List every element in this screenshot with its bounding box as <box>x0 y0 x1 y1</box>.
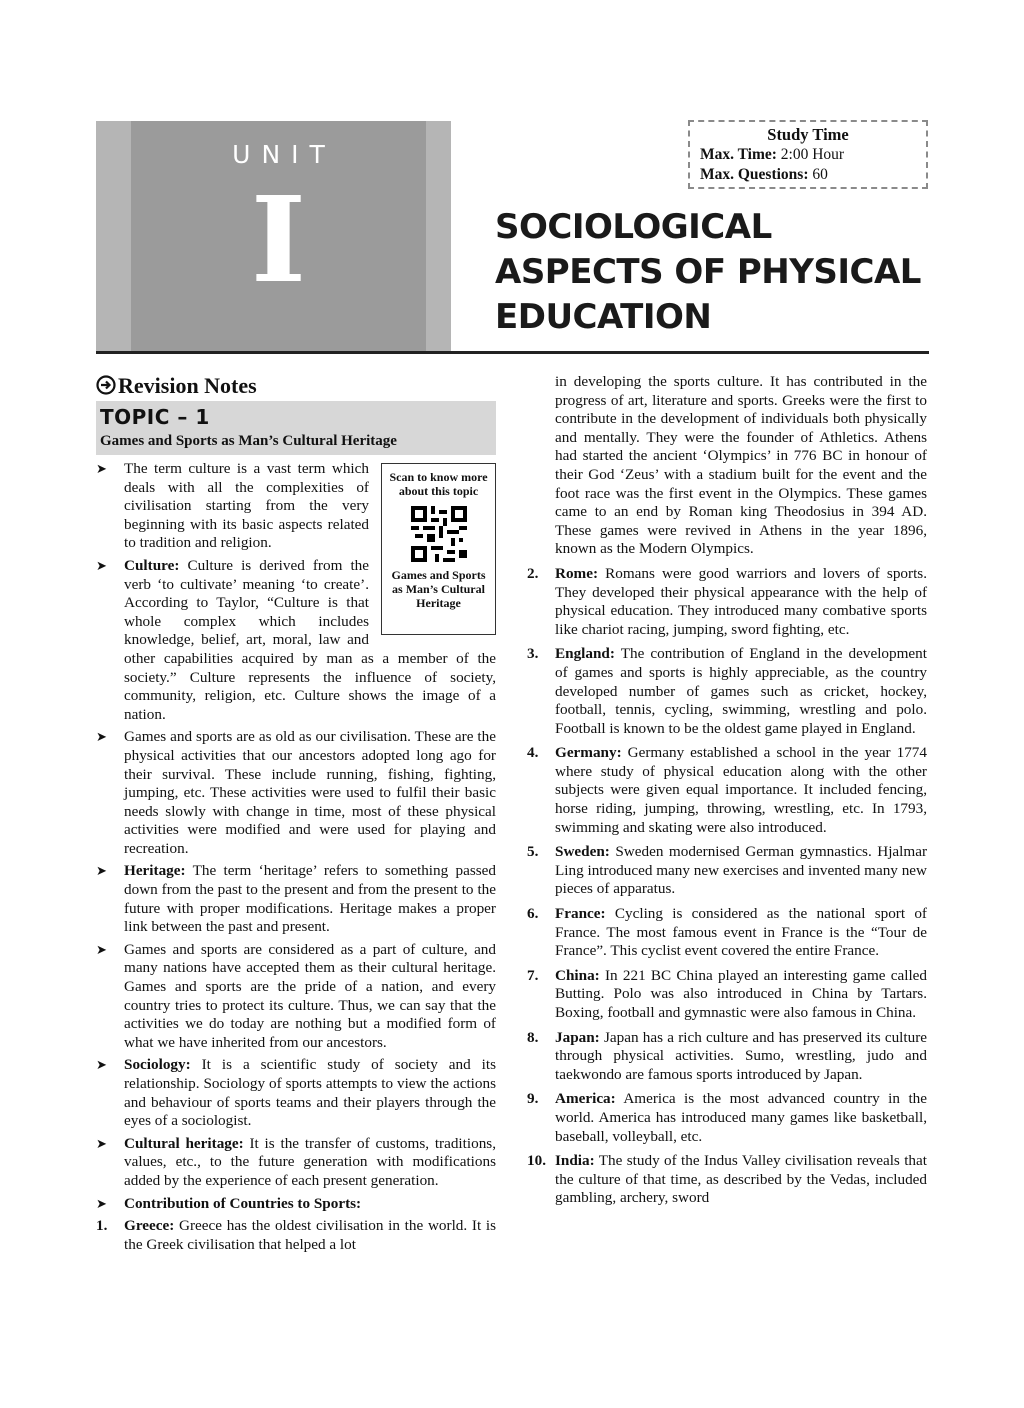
item-term: France: <box>555 905 606 923</box>
item-text: Greece has the oldest civilisation in the world. It is the Greek civilisation that helped a lot <box>124 1217 497 1253</box>
study-time-heading: Study Time <box>767 125 849 144</box>
unit-number: I <box>250 170 307 309</box>
bullet-text: The term culture is a vast term which deals with all the complexities of civilisation starting from the very beginning with its basic aspects related to tradition and religion. <box>124 460 369 552</box>
numbered-item <box>527 645 927 738</box>
item-term: Greece: <box>124 1217 175 1235</box>
item-term: Sweden: <box>555 843 610 861</box>
bullet-arrow-icon: ➤ <box>96 941 107 957</box>
unit-title-line: EDUCATION <box>495 297 712 337</box>
bullet-term: Cultural heritage: <box>124 1134 244 1152</box>
bullet-term: Sociology: <box>124 1056 191 1074</box>
bullet-item <box>96 862 496 936</box>
numbered-item <box>527 967 927 1023</box>
numbered-item <box>527 744 927 837</box>
item-number: 9. <box>527 1090 539 1108</box>
item-term: Rome: <box>555 564 599 582</box>
bullet-item <box>96 1056 496 1130</box>
bullet-item <box>96 1195 496 1214</box>
qr-scan-text: Scan to know more about this topic <box>389 470 488 498</box>
topic-box <box>96 401 496 455</box>
unit-title-line: ASPECTS OF PHYSICAL <box>495 252 921 292</box>
unit-title-line: SOCIOLOGICAL <box>495 207 772 247</box>
bullet-item <box>96 941 496 1053</box>
item-term: China: <box>555 966 600 984</box>
numbered-item <box>96 1217 496 1254</box>
item-text: Cycling is considered as the national sport of France. The most famous event in France is the “Tour de France”. This cyclist event covered the entire France. <box>555 905 927 960</box>
bullet-text: The term ‘heritage’ refers to something passed down from the past to the present and from the present to the future with proper modifications. Heritage makes a proper link between the past and present. <box>124 862 496 936</box>
revision-notes-heading <box>96 373 496 399</box>
bullet-arrow-icon: ➤ <box>96 863 107 879</box>
topic-subtitle: Games and Sports as Man’s Cultural Heritage <box>100 433 397 449</box>
bullet-term: Culture: <box>124 556 180 574</box>
bullet-arrow-icon: ➤ <box>96 557 107 573</box>
numbered-item <box>527 905 927 961</box>
item-text: Romans were good warriors and lovers of sports. They developed their physical appearance with the help of physical education. They introduced many combative sports like chariot racing, jumping, sword fighting, etc. <box>555 564 927 638</box>
item-number: 4. <box>527 744 539 762</box>
max-questions-row <box>700 165 916 185</box>
qr-code-icon[interactable] <box>411 506 467 562</box>
bullet-item <box>96 460 496 610</box>
study-time-box <box>688 120 928 189</box>
item-number: 2. <box>527 564 539 582</box>
max-questions-value: 60 <box>812 166 828 183</box>
item-number: 3. <box>527 645 539 663</box>
bullet-text: Culture is derived from the verb ‘to cultivate’ meaning ‘to create’. According to Taylor, “Culture is that whole complex which includes knowledge, belief, art, moral, law and other capabilities acquired by man as a member of the society.” Culture represents the influence of society, community, religion, etc. Culture shows the image of a nation. <box>124 556 496 723</box>
max-time-value: 2:00 Hour <box>780 146 845 163</box>
item-number: 10. <box>527 1152 546 1170</box>
item-number: 1. <box>96 1217 108 1235</box>
bullet-item <box>96 1135 496 1191</box>
bullet-text: It is the transfer of customs, traditions, values, etc., to the future generation with modifications added by the experience of each present generation. <box>124 1134 496 1189</box>
qr-caption: Games and Sports as Man’s Cultural Heritage <box>391 568 486 610</box>
bullet-item <box>96 557 496 724</box>
left-column <box>96 373 496 1260</box>
item-number: 6. <box>527 905 539 923</box>
bullet-item <box>96 728 496 858</box>
bullet-arrow-icon: ➤ <box>96 1135 107 1151</box>
right-column <box>527 373 927 1214</box>
numbered-item-continuation <box>527 373 927 559</box>
item-text: The contribution of England in the development of games and sports is highly appreciable, as the country developed number of games such as cricket, hockey, football, tennis, cycling, swimming, wrestling and polo. Football is known to be the oldest game played in England. <box>555 645 927 737</box>
bullet-text: Games and sports are as old as our civilisation. These are the physical activities that our ancestors adopted long ago for their survival. These include running, fishing, fighting, jumping, etc. These activities were used to fulfil their basic needs slowly with change in time, most of these physical activities were modified and were used for playing and recreation. <box>124 728 496 857</box>
numbered-item <box>527 1090 927 1146</box>
numbered-item <box>527 1152 927 1208</box>
topic-title: TOPIC – 1 <box>100 405 210 429</box>
item-number: 5. <box>527 843 539 861</box>
numbered-item <box>527 1029 927 1085</box>
item-text: The study of the Indus Valley civilisation reveals that the culture of that time, as described by the Vedas, included gambling, archery, sword <box>555 1152 927 1207</box>
bullet-arrow-icon: ➤ <box>96 461 107 476</box>
arrow-circle-icon <box>96 373 116 399</box>
max-time-row <box>700 145 916 165</box>
item-term: Germany: <box>555 744 622 762</box>
unit-label: UNIT <box>232 140 336 169</box>
max-questions-label: Max. Questions: <box>700 166 809 183</box>
bullet-term: Contribution of Countries to Sports: <box>124 1194 362 1212</box>
bullet-term: Heritage: <box>124 862 186 880</box>
item-number: 8. <box>527 1028 539 1046</box>
bullet-arrow-icon: ➤ <box>96 1195 107 1211</box>
item-text: in developing the sports culture. It has contributed in the progress of art, literature and sports. Greeks were the first to contribute in the development of individuals both physically and mentally. They were the founder of Athletics. Athens had started the ancient ‘Olympics’ in 776 BC in honour of their God ‘Zeus’ with a stadium built for the event and the foot race was the first event in the Olympics. These games came to an end by Roman king Theodosius in 394 AD. These games were revived in Athens in the year 1896, known as the Modern Olympics. <box>555 373 927 558</box>
bullet-arrow-icon: ➤ <box>96 1057 107 1073</box>
item-number: 7. <box>527 966 539 984</box>
header-rule <box>96 351 929 354</box>
unit-title <box>495 205 935 340</box>
item-text: Japan has a rich culture and has preserved its culture through physical activities. Sumo, wrestling, judo and taekwondo are famous sports introduced by Japan. <box>555 1028 928 1083</box>
bullet-text: Games and sports are considered as a part of culture, and many nations have accepted them as their cultural heritage. Games and sports are the pride of a nation, and every country tries to protect its culture. Thus, we can say that the activities we do today are nothing but a modified form of what we have inherited from our ancestors. <box>124 940 496 1051</box>
item-term: India: <box>555 1152 595 1170</box>
numbered-item <box>527 843 927 899</box>
item-text: Sweden modernised German gymnastics. Hjalmar Ling introduced many new exercises and invented many new pieces of apparatus. <box>555 843 928 898</box>
item-term: England: <box>555 645 615 663</box>
numbered-item <box>527 565 927 639</box>
bullet-text: It is a scientific study of society and its relationship. Sociology of sports attempts to view the actions and behaviour of sports teams and their players through the eyes of a sociologist. <box>124 1056 497 1130</box>
item-term: Japan: <box>555 1028 600 1046</box>
item-text: America is the most advanced country in the world. America has introduced many games like basketball, baseball, volleyball, etc. <box>555 1090 927 1145</box>
item-text: In 221 BC China played an interesting game called Butting. Polo was also introduced in China by Tartars. Boxing, football and gymnastic were also famous in China. <box>555 966 927 1021</box>
item-text: Germany established a school in the year 1774 where study of physical education along with the other subjects were given equal importance. It included fencing, horse riding, jumping, throwing, wrestling, etc. In 1793, swimming and skating were also introduced. <box>555 744 927 836</box>
bullet-arrow-icon: ➤ <box>96 729 107 745</box>
revision-notes-label: Revision Notes <box>118 373 257 398</box>
item-term: America: <box>555 1090 616 1108</box>
max-time-label: Max. Time: <box>700 146 777 163</box>
